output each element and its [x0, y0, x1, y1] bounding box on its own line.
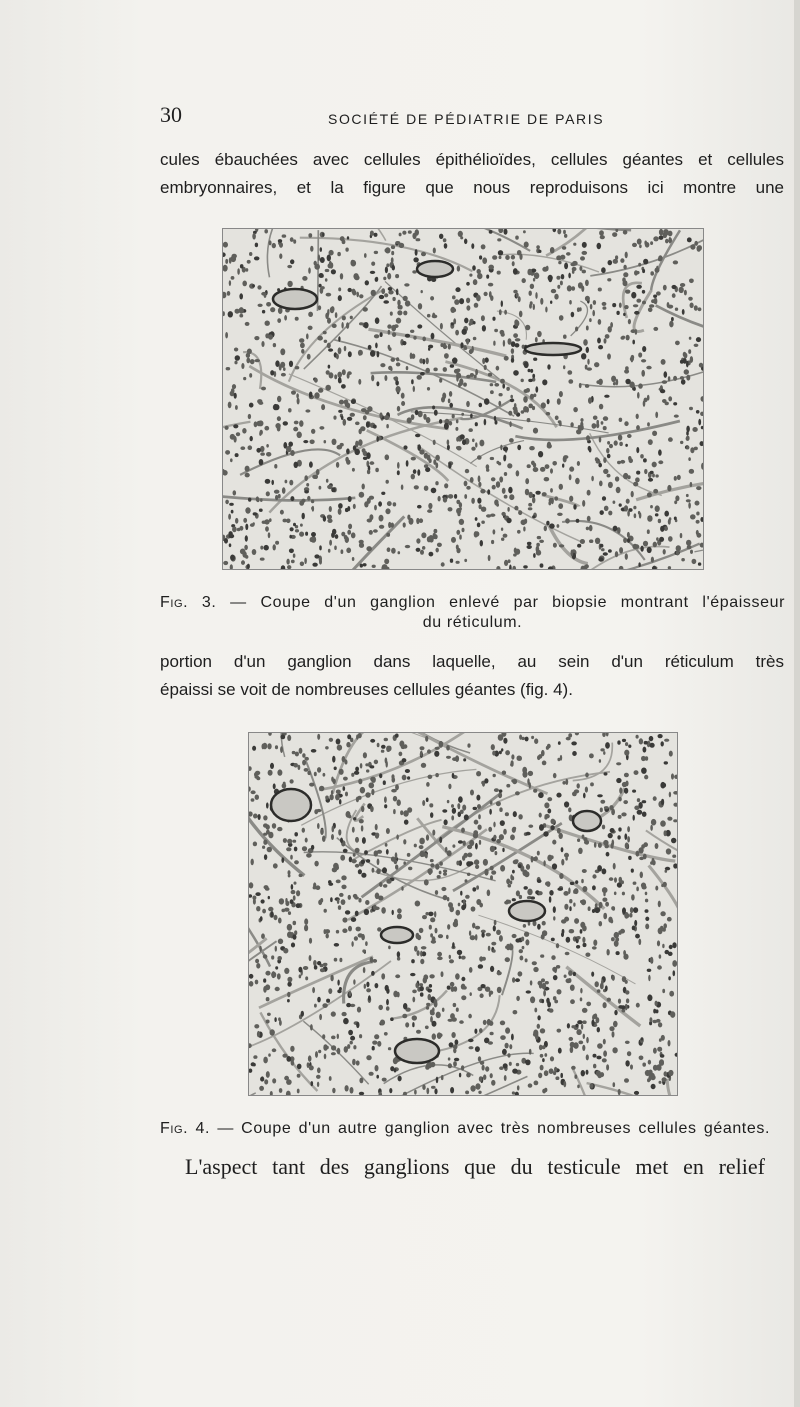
- figure-3-illustration: [222, 228, 704, 570]
- figure-3-label: Fig. 3.: [160, 594, 217, 611]
- giant-cell: [573, 811, 601, 831]
- figure-3-caption-line-1: [160, 594, 785, 612]
- figure-4-caption-text: — Coupe d'un autre ganglion avec très nombreuses cellules géantes.: [217, 1120, 771, 1137]
- giant-cell: [271, 789, 311, 821]
- paragraph-1: [160, 146, 784, 202]
- paragraph-1-line-2: embryonnaires, et la figure que nous reproduisons ici montre une: [160, 178, 784, 197]
- figure-4-caption: [160, 1120, 770, 1138]
- paragraph-2-line-2: épaissi se voit de nombreuses cellules géantes (fig. 4).: [160, 680, 573, 699]
- giant-cell: [417, 261, 453, 277]
- giant-cell: [525, 343, 581, 355]
- figure-4-label: Fig. 4.: [160, 1120, 211, 1137]
- paragraph-2-line-1: portion d'un ganglion dans laquelle, au sein d'un réticulum très: [160, 652, 784, 671]
- giant-cell: [381, 927, 413, 943]
- paragraph-3: L'aspect tant des ganglions que du testicule met en relief: [185, 1154, 765, 1179]
- figure-3-caption-text: — Coupe d'un ganglion enlevé par biopsie montrant l'épaisseur: [230, 594, 785, 611]
- giant-cell: [395, 1039, 439, 1063]
- paragraph-2: [160, 648, 784, 704]
- giant-cell: [273, 289, 317, 309]
- page-edge: [794, 0, 800, 1407]
- page-number: 30: [160, 102, 182, 127]
- giant-cell: [509, 901, 545, 921]
- paragraph-1-line-1: cules ébauchées avec cellules épithélioïdes, cellules géantes et cellules: [160, 150, 784, 169]
- figure-4-illustration: [248, 732, 678, 1096]
- running-title: SOCIÉTÉ DE PÉDIATRIE DE PARIS: [328, 111, 605, 127]
- figure-3-caption-line-2: du réticulum.: [422, 614, 523, 631]
